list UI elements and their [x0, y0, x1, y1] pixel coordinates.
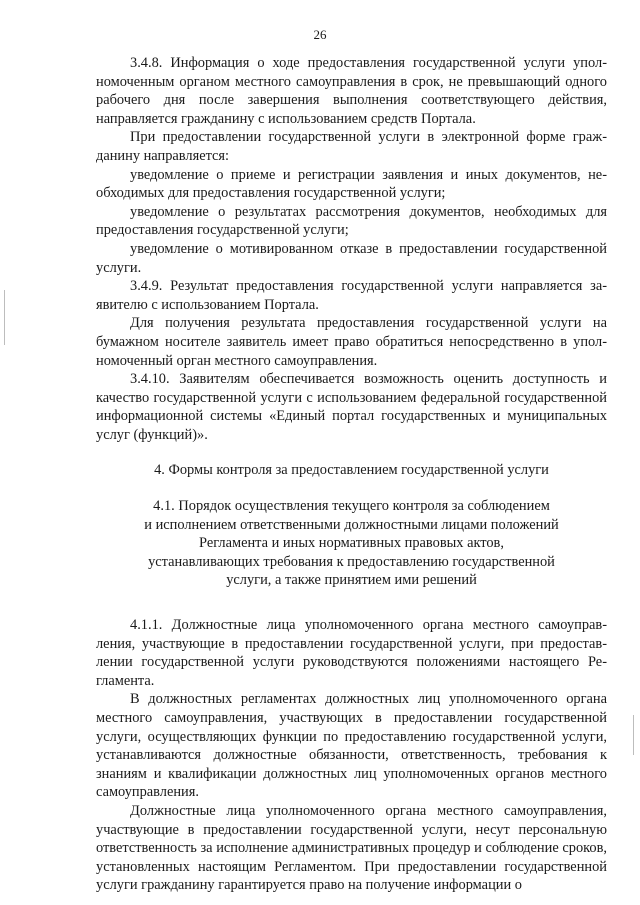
paragraph: 3.4.9. Результат предоставления государственной услуги направляется заявителю с использованием Портала.	[96, 278, 607, 313]
subsection-heading-line: услуги, а также принятием ими решений	[226, 572, 477, 589]
paragraph: 3.4.8. Информация о ходе предоставления государственной услуги уполномоченным органом местного самоуправления в срок, не превышающий одного рабочего дня после завершения выполнения соответствующего действия, направляется гражданину с использованием средств Портала.	[96, 55, 607, 127]
scan-artifact-left	[4, 290, 5, 345]
subsection-heading-line: 4.1. Порядок осуществления текущего контроля за соблюдением	[153, 498, 550, 515]
paragraph: 4.1.1. Должностные лица уполномоченного органа местного самоуправления, участвующие в предоставлении государственной услуги, при предоставлении государственной услуги руководствуются положениями настоящего Регламента.	[96, 617, 607, 689]
document-body	[96, 54, 607, 895]
subsection-heading	[96, 497, 607, 590]
subsection-heading-line: устанавливающих требования к предоставлению государственной	[148, 553, 555, 570]
paragraph: 3.4.10. Заявителям обеспечивается возможность оценить доступность и качество государственной услуги с использованием федеральной государственной информационной системы «Единый портал государственных и муниципальных услуг (функций)».	[96, 371, 607, 443]
paragraph: уведомление о мотивированном отказе в предоставлении государственной услуги.	[96, 240, 607, 276]
paragraph: уведомление о приеме и регистрации заявления и иных документов, необходимых для предоставления государственной услуги;	[96, 166, 607, 202]
page-number: 26	[313, 27, 327, 42]
paragraph: При предоставлении государственной услуги в электронной форме гражданину направляется:	[96, 129, 607, 164]
paragraph: Для получения результата предоставления государственной услуги на бумажном носителе заявитель имеет право обратиться непосредственно в уполномоченный орган местного самоуправления.	[96, 315, 607, 369]
section-heading: 4. Формы контроля за предоставлением государственной услуги	[154, 462, 549, 479]
paragraph: Должностные лица уполномоченного органа местного самоуправления, участвующие в предоставлении государственной услуги, несут персональную ответственность за исполнение административных процедур и соблюдение сроков, установленных настоящим Регламентом. При предоставлении государственной услуги гражданину гарантируется право на получение информации о	[96, 802, 607, 894]
subsection-heading-line: и исполнением ответственными должностными лицами положений	[144, 516, 559, 533]
scan-artifact-right	[633, 715, 634, 755]
paragraph: В должностных регламентах должностных лиц уполномоченного органа местного самоуправления, участвующих в предоставлении государственной услуги, осуществляющих функции по предоставлению государственной услуги, устанавливаются должностные обязанности, ответственность, требования к знаниям и квалификации должностных лиц уполномоченных органов местного самоуправления.	[96, 691, 607, 801]
subsection-heading-line: Регламента и иных нормативных правовых актов,	[199, 535, 504, 552]
paragraph: уведомление о результатах рассмотрения документов, необходимых для предоставления государственной услуги;	[96, 203, 607, 239]
